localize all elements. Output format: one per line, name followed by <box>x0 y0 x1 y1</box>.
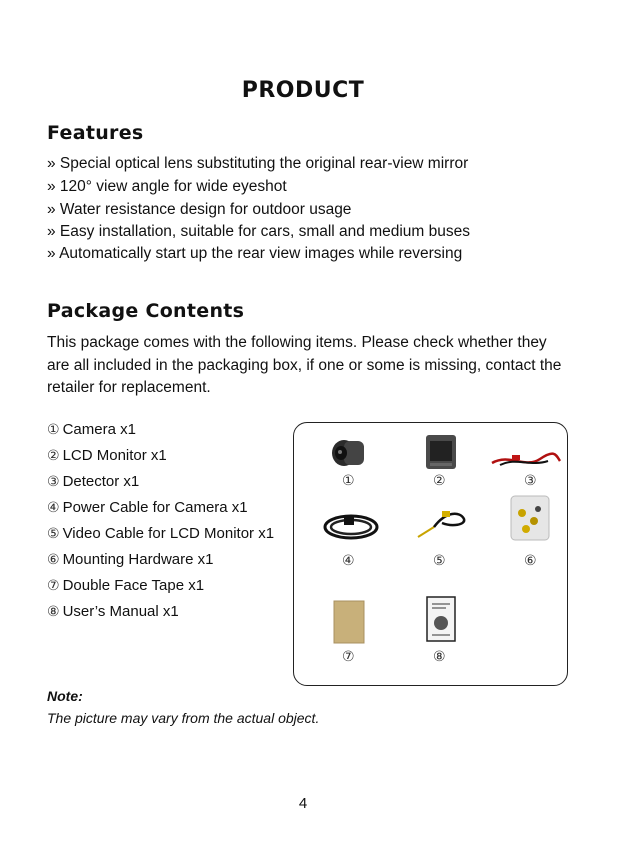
page-number: 4 <box>298 795 308 812</box>
package-item <box>47 603 179 620</box>
features-heading: Features <box>47 122 144 144</box>
video-cable-image <box>412 505 470 541</box>
item-label: Detector x1 <box>62 473 140 490</box>
package-item <box>47 473 139 490</box>
item-label: Power Cable for Camera x1 <box>62 499 248 516</box>
item-label: Double Face Tape x1 <box>62 577 205 594</box>
note-text: The picture may vary from the actual object. <box>47 710 320 726</box>
package-item <box>47 551 213 568</box>
package-heading: Package Contents <box>47 300 245 322</box>
package-item <box>47 499 248 516</box>
feature-item: » Special optical lens substituting the original rear-view mirror <box>47 155 469 172</box>
package-item <box>47 577 204 594</box>
package-contents-image <box>293 422 568 686</box>
power-cable-image <box>320 511 382 543</box>
item-number: ⑦ <box>47 578 60 594</box>
item-number: ⑧ <box>47 604 60 620</box>
users-manual-image <box>424 595 460 643</box>
item-number: ⑤ <box>47 526 60 542</box>
feature-item: » Automatically start up the rear view images while reversing <box>47 245 463 262</box>
feature-item: » Water resistance design for outdoor usage <box>47 201 352 218</box>
lcd-monitor-image <box>424 433 460 471</box>
image-number: ① <box>342 473 355 489</box>
item-label: LCD Monitor x1 <box>62 447 167 464</box>
item-number: ① <box>47 422 60 438</box>
image-number: ⑦ <box>342 649 355 665</box>
item-label: Video Cable for LCD Monitor x1 <box>62 525 275 542</box>
item-number: ⑥ <box>47 552 60 568</box>
note-heading: Note: <box>47 688 83 704</box>
mounting-hardware-image <box>508 493 552 543</box>
double-face-tape-image <box>332 599 366 645</box>
item-label: Camera x1 <box>62 421 136 438</box>
image-number: ③ <box>524 473 537 489</box>
image-number: ⑧ <box>433 649 446 665</box>
package-intro: This package comes with the following items. Please check whether they are all included in the packaging box, if one or some is missing, contact the retailer for replacement. <box>47 334 562 396</box>
detector-image <box>490 443 562 471</box>
image-number: ⑥ <box>524 553 537 569</box>
image-number: ⑤ <box>433 553 446 569</box>
feature-item: » Easy installation, suitable for cars, small and medium buses <box>47 223 471 240</box>
package-item <box>47 525 274 542</box>
image-number: ④ <box>342 553 355 569</box>
camera-image <box>327 435 371 471</box>
item-label: User’s Manual x1 <box>62 603 179 620</box>
item-label: Mounting Hardware x1 <box>62 551 214 568</box>
image-number: ② <box>433 473 446 489</box>
package-item <box>47 421 136 438</box>
feature-item: » 120° view angle for wide eyeshot <box>47 178 287 195</box>
item-number: ② <box>47 448 60 464</box>
item-number: ④ <box>47 500 60 516</box>
package-item <box>47 447 167 464</box>
page-title: PRODUCT <box>241 78 365 103</box>
item-number: ③ <box>47 474 60 490</box>
